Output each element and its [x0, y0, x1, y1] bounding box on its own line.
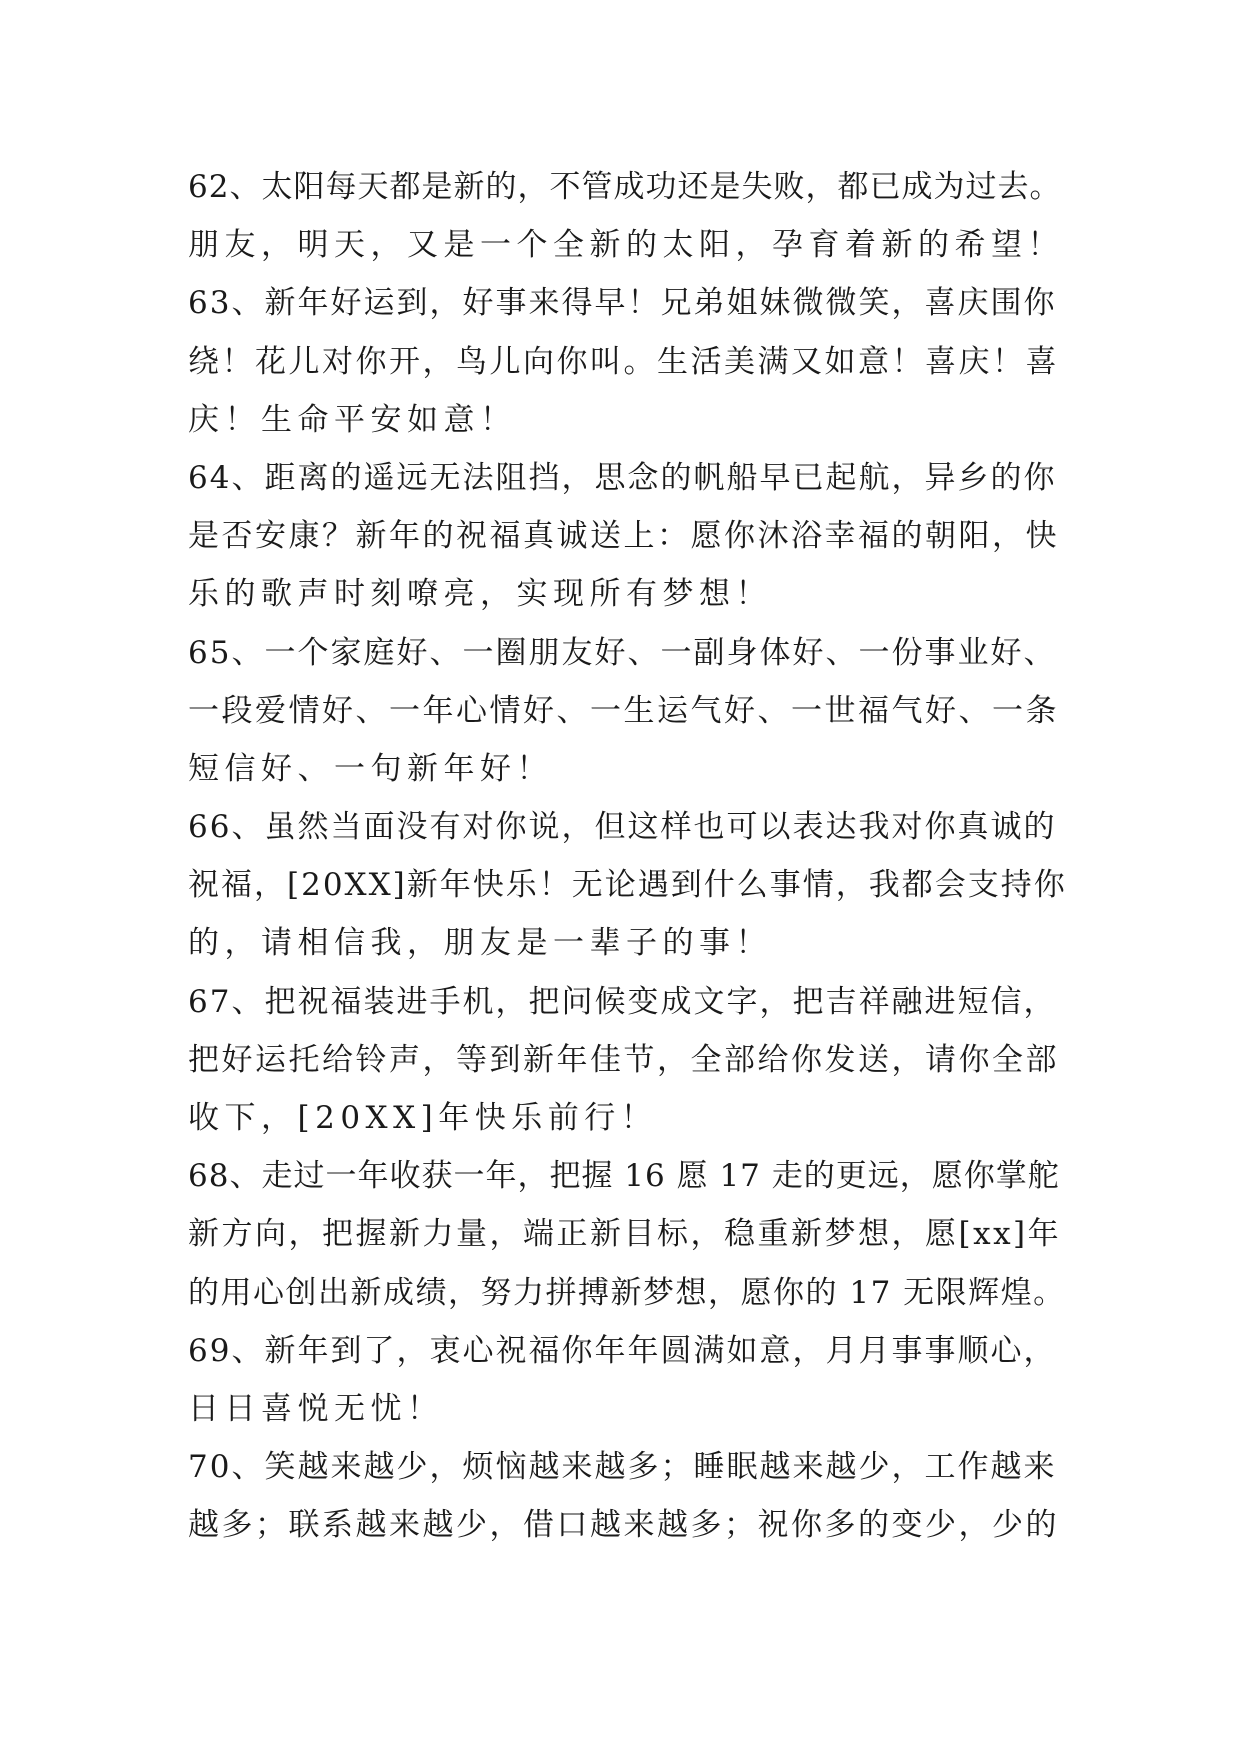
text-line: 70、笑越来越少，烦恼越来越多；睡眠越来越少，工作越来: [188, 1449, 1057, 1486]
text-line: 67、把祝福装进手机，把问候变成文字，把吉祥融进短信，: [188, 983, 1057, 1020]
text-line: 是否安康？新年的祝福真诚送上：愿你沐浴幸福的朝阳，快: [188, 518, 1059, 555]
text-line: 63、新年好运到，好事来得早！兄弟姐妹微微笑，喜庆围你: [188, 285, 1057, 322]
text-line: 的用心创出新成绩，努力拼搏新梦想，愿你的 17 无限辉煌。: [188, 1274, 1066, 1311]
document-body: [188, 158, 1068, 1555]
text-line: 的，请相信我，朋友是一辈子的事！: [188, 925, 772, 962]
text-line: 新方向，把握新力量，端正新目标，稳重新梦想，愿[xx]年: [188, 1216, 1062, 1253]
text-line: 日日喜悦无忧！: [188, 1390, 444, 1427]
text-line: 62、太阳每天都是新的，不管成功还是失败，都已成为过去。: [188, 169, 1062, 205]
text-line: 乐的歌声时刻嘹亮，实现所有梦想！: [188, 576, 772, 613]
text-line: 短信好、一句新年好！: [188, 750, 553, 787]
text-line: 一段爱情好、一年心情好、一生运气好、一世福气好、一条: [188, 692, 1059, 729]
text-line: 69、新年到了，衷心祝福你年年圆满如意，月月事事顺心，: [188, 1332, 1057, 1369]
text-line: 66、虽然当面没有对你说，但这样也可以表达我对你真诚的: [188, 809, 1057, 846]
text-line: 68、走过一年收获一年，把握 16 愿 17 走的更远，愿你掌舵: [188, 1158, 1060, 1195]
text-line: 64、距离的遥远无法阻挡，思念的帆船早已起航，异乡的你: [188, 459, 1057, 496]
text-line: 绕！花儿对你开，鸟儿向你叫。生活美满又如意！喜庆！喜: [188, 343, 1059, 380]
text-line: 庆！生命平安如意！: [188, 401, 517, 438]
text-line: 65、一个家庭好、一圈朋友好、一副身体好、一份事业好、: [188, 634, 1057, 671]
text-line: 朋友，明天，又是一个全新的太阳，孕育着新的希望！: [188, 227, 1064, 264]
text-line: 收下，[20XX]年快乐前行！: [188, 1100, 658, 1136]
text-line: 祝福，[20XX]新年快乐！无论遇到什么事情，我都会支持你: [188, 867, 1067, 904]
text-line: 把好运托给铃声，等到新年佳节，全部给你发送，请你全部: [188, 1041, 1059, 1078]
text-line: 越多；联系越来越少，借口越来越多；祝你多的变少，少的: [188, 1507, 1059, 1544]
